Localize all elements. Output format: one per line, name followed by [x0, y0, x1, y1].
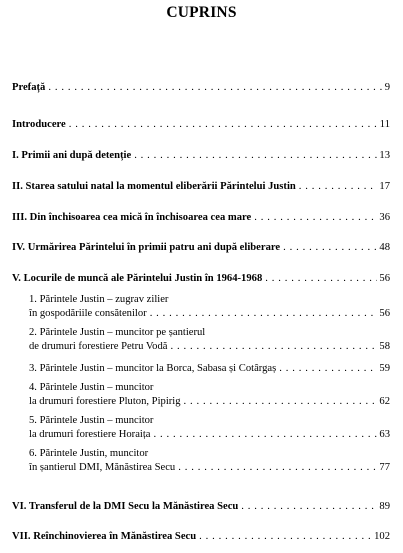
toc-page-number: 36	[379, 212, 390, 223]
toc-page-number: 56	[379, 273, 390, 284]
toc-entry-introducere[interactable]	[12, 118, 390, 131]
toc-entry-chapter-1[interactable]	[12, 149, 390, 162]
toc-subentry-3[interactable]	[29, 362, 390, 375]
toc-subentry-2-line1: 2. Părintele Justin – muncitor pe șantierul	[29, 327, 206, 338]
toc-entry-label: IV. Urmărirea Părintelui în primii patru ani după eliberare	[12, 242, 281, 253]
toc-page-number: 9	[384, 82, 390, 93]
toc-entry-chapter-2[interactable]	[12, 180, 390, 193]
dot-leader	[265, 272, 377, 285]
toc-page-number: 102	[374, 531, 390, 542]
toc-subentry-1[interactable]	[29, 307, 390, 320]
toc-page-number: 77	[379, 462, 390, 473]
toc-subentry-label: în gospodăriile consătenilor	[29, 308, 147, 319]
toc-subentry-label: de drumuri forestiere Petru Vodă	[29, 341, 168, 352]
toc-page-number: 63	[379, 429, 390, 440]
dot-leader	[279, 362, 377, 375]
toc-page-number: 59	[379, 363, 390, 374]
toc-entry-chapter-6[interactable]	[12, 500, 390, 513]
toc-entry-prefata[interactable]	[12, 81, 390, 94]
dot-leader	[153, 428, 377, 441]
toc-subentry-6-line1: 6. Părintele Justin, muncitor	[29, 448, 149, 459]
dot-leader	[254, 211, 377, 224]
dot-leader	[48, 81, 382, 94]
toc-subentry-label: 3. Părintele Justin – muncitor la Borca, Sabasa și Cotârgaș	[29, 363, 277, 374]
dot-leader	[283, 241, 377, 254]
toc-entry-label: III. Din închisoarea cea mică în închisoarea cea mare	[12, 212, 252, 223]
dot-leader	[150, 307, 378, 320]
toc-page-number: 58	[379, 341, 390, 352]
page-title: CUPRINS	[166, 4, 237, 21]
toc-entry-label: VII. Reînchinovierea în Mănăstirea Secu	[12, 531, 197, 542]
toc-subentry-1-line1: 1. Părintele Justin – zugrav zilier	[29, 294, 169, 305]
dot-leader	[178, 461, 377, 474]
dot-leader	[199, 530, 372, 543]
toc-page-number: 62	[379, 396, 390, 407]
toc-page-number: 48	[379, 242, 390, 253]
toc-page-number: 11	[379, 119, 390, 130]
toc-entry-label: Introducere	[12, 119, 66, 130]
toc-subentry-label: la drumuri forestiere Pluton, Pipirig	[29, 396, 181, 407]
toc-page-number: 17	[379, 181, 390, 192]
dot-leader	[69, 118, 378, 131]
dot-leader	[299, 180, 378, 193]
toc-page-number: 56	[379, 308, 390, 319]
toc-entry-chapter-4[interactable]	[12, 241, 390, 254]
dot-leader	[134, 149, 377, 162]
toc-subentry-label: la drumuri forestiere Horaița	[29, 429, 151, 440]
toc-subentry-2[interactable]	[29, 340, 390, 353]
toc-page-number: 89	[379, 501, 390, 512]
toc-subentry-6[interactable]	[29, 461, 390, 474]
toc-entry-label: Prefață	[12, 82, 46, 93]
toc-subentry-label: în șantierul DMI, Mănăstirea Secu	[29, 462, 176, 473]
toc-subentry-4[interactable]	[29, 395, 390, 408]
dot-leader	[241, 500, 377, 513]
toc-entry-label: V. Locurile de muncă ale Părintelui Justin în 1964-1968	[12, 273, 263, 284]
toc-entry-label: I. Primii ani după detenție	[12, 150, 132, 161]
toc-subentry-5[interactable]	[29, 428, 390, 441]
toc-entry-chapter-5[interactable]	[12, 272, 390, 285]
toc-page-number: 13	[379, 150, 390, 161]
toc-entry-chapter-7[interactable]	[12, 530, 390, 543]
dot-leader	[170, 340, 377, 353]
toc-entry-chapter-3[interactable]	[12, 211, 390, 224]
toc-entry-label: VI. Transferul de la DMI Secu la Mănăstirea Secu	[12, 501, 239, 512]
dot-leader	[184, 395, 378, 408]
toc-subentry-5-line1: 5. Părintele Justin – muncitor	[29, 415, 154, 426]
toc-subentry-4-line1: 4. Părintele Justin – muncitor	[29, 382, 154, 393]
toc-entry-label: II. Starea satului natal la momentul eliberării Părintelui Justin	[12, 181, 296, 192]
